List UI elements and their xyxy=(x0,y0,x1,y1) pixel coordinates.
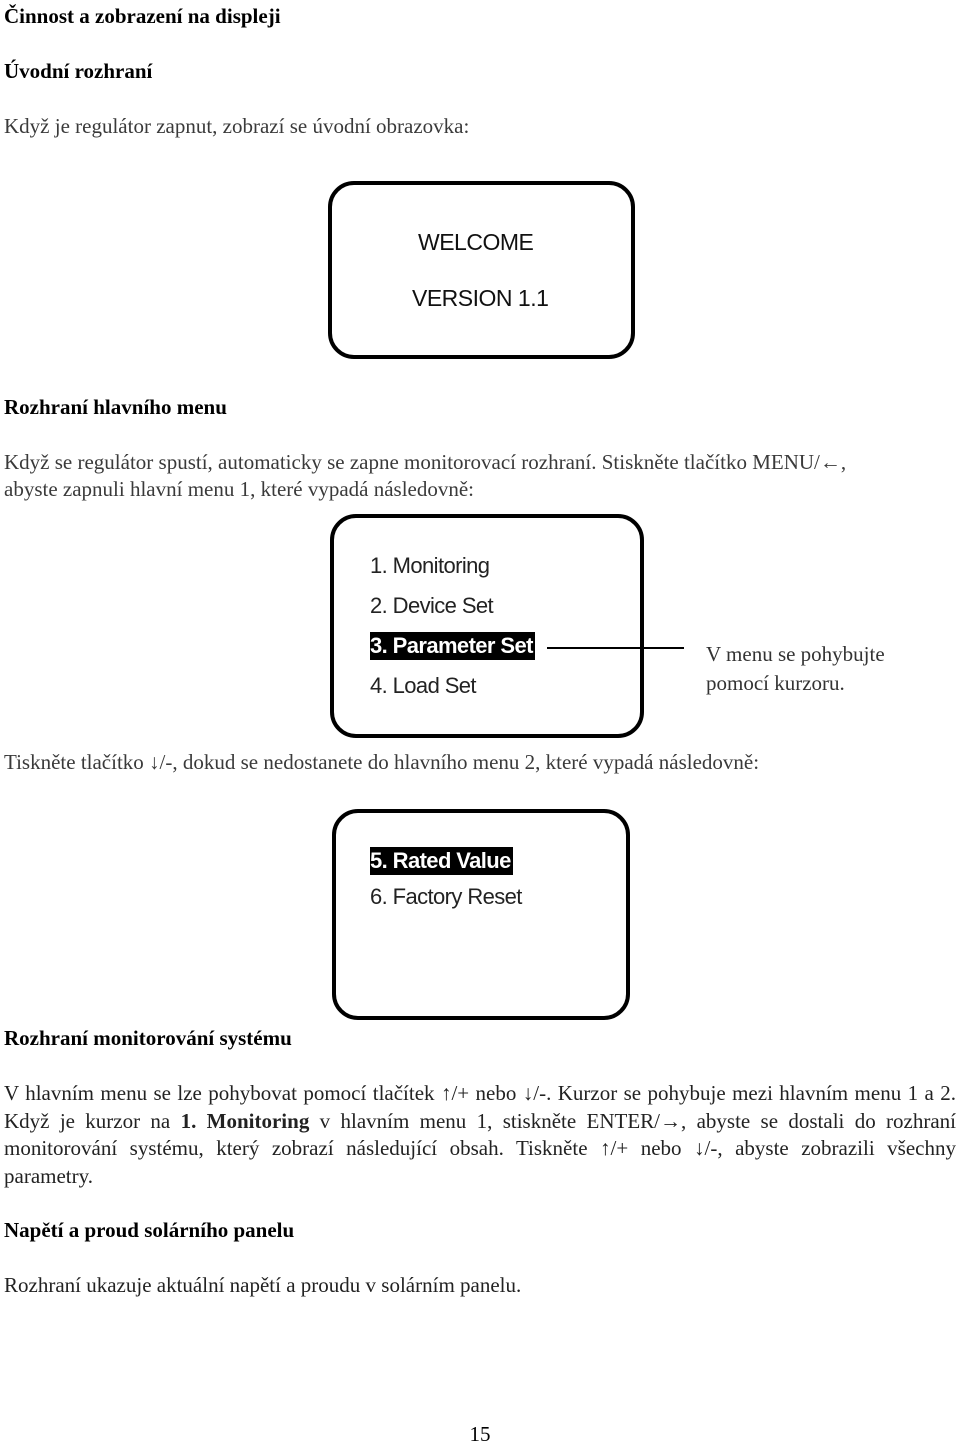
welcome-display xyxy=(328,181,635,359)
main-menu-text-line2: abyste zapnuli hlavní menu 1, které vypadá následovně: xyxy=(4,477,475,501)
cursor-note-line2: pomocí kurzoru. xyxy=(706,671,845,695)
menu-item-factory-reset: 6. Factory Reset xyxy=(370,884,522,909)
solar-text: Rozhraní ukazuje aktuální napětí a proudu v solárním panelu. xyxy=(4,1273,522,1297)
main-menu-text-line1: Když se regulátor spustí, automaticky se zapne monitorovací rozhraní. Stiskněte tlačítko MENU/←, xyxy=(4,450,847,474)
monitoring-paragraph xyxy=(4,1080,956,1190)
menu-item-parameter-set-selected: 3. Parameter Set xyxy=(370,633,533,658)
main-menu-heading: Rozhraní hlavního menu xyxy=(4,395,227,419)
menu-item-load-set: 4. Load Set xyxy=(370,673,476,698)
monitoring-text-part1: V hlavním menu se lze pohybovat pomocí tlačítek ↑/+ nebo ↓/-. Kurzor se pohybuje mezi hlavním menu 1 a 2. Když je kurzor na xyxy=(4,1081,956,1133)
page-number: 15 xyxy=(469,1422,491,1446)
callout-leader-line xyxy=(547,647,684,649)
menu-item-device-set: 2. Device Set xyxy=(370,593,494,618)
monitoring-heading: Rozhraní monitorování systému xyxy=(4,1026,292,1050)
monitoring-text-part2: v hlavním menu 1, stiskněte ENTER/→, abyste se dostali do rozhraní monitorování systému, který zobrazí následující obsah. Tiskněte ↑/+ nebo ↓/-, abyste zobrazili všechny parametry. xyxy=(4,1108,956,1188)
menu-item-rated-value-selected: 5. Rated Value xyxy=(370,848,511,873)
menu-item-monitoring: 1. Monitoring xyxy=(370,553,490,578)
welcome-text: Když je regulátor zapnut, zobrazí se úvodní obrazovka: xyxy=(4,114,470,138)
main-menu-2-display xyxy=(332,809,630,1020)
cursor-note xyxy=(706,640,885,698)
cursor-note-line1: V menu se pohybujte xyxy=(706,642,885,666)
version-line: VERSION 1.1 xyxy=(412,285,549,311)
menu-2-text: Tiskněte tlačítko ↓/-, dokud se nedostanete do hlavního menu 2, které vypadá následovně: xyxy=(4,750,760,774)
welcome-heading: Úvodní rozhraní xyxy=(4,59,153,83)
solar-heading: Napětí a proud solárního panelu xyxy=(4,1218,295,1242)
welcome-line: WELCOME xyxy=(418,229,534,255)
monitoring-text-bold: 1. Monitoring xyxy=(180,1108,310,1133)
main-menu-1-display xyxy=(330,514,644,738)
page-title: Činnost a zobrazení na displeji xyxy=(4,4,281,28)
